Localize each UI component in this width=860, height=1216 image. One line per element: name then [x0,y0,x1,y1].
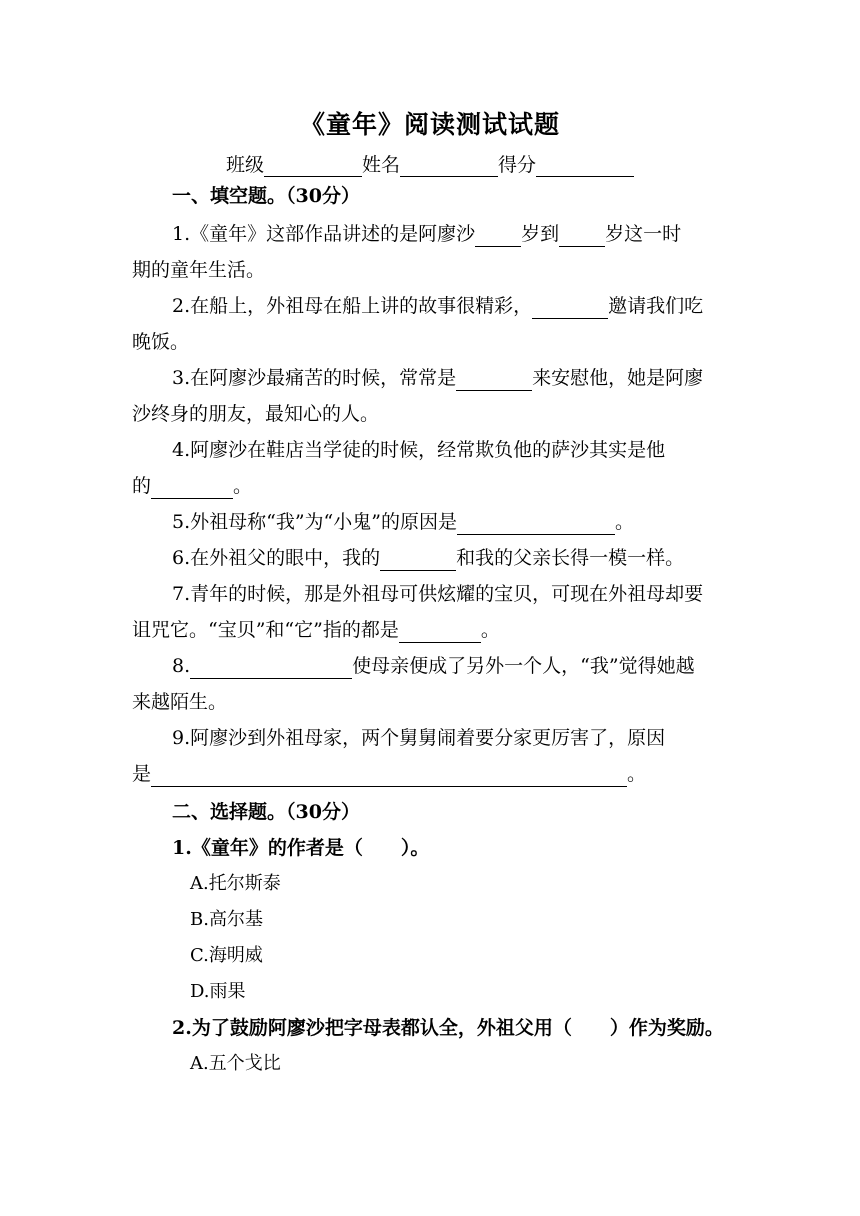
name-label: 姓名 [361,154,400,176]
name-blank[interactable] [400,156,498,177]
q2-text-a: 2.在船上，外祖母在船上讲的故事很精彩， [172,295,533,317]
q1-line1 [172,221,681,247]
q6-text-b: 和我的父亲长得一模一样。 [456,547,685,569]
q9-text-b: 是 [132,763,152,785]
q3-text-a: 3.在阿廖沙最痛苦的时候，常常是 [172,367,457,389]
q1-text-b: 岁到 [521,223,560,245]
mc-q1-stem: 1.《童年》的作者是（ ）。 [172,837,430,859]
q4-text-b: 的 [132,475,152,497]
q6-blank[interactable] [380,550,456,571]
mc-q2-stem: 2.为了鼓励阿廖沙把字母表都认全，外祖父用（ ）作为奖励。 [172,1017,724,1039]
q7-line2 [132,617,500,643]
q2-blank[interactable] [532,298,608,319]
score-blank[interactable] [536,156,634,177]
q4-line2 [132,473,252,499]
mc-q1-option-c[interactable]: C.海明威 [190,945,263,966]
mc-q1-option-a[interactable]: A.托尔斯泰 [190,873,281,894]
q7-blank[interactable] [399,622,481,643]
q8-text-a: 8. [172,655,191,677]
q9-line1: 9.阿廖沙到外祖母家，两个舅舅闹着要分家更厉害了，原因 [172,727,666,749]
q4-text-c: 。 [233,475,253,497]
q3-line2: 沙终身的朋友，最知心的人。 [132,403,380,425]
section-heading-multiple-choice: 二、选择题。（30分） [172,801,360,823]
q1-line2: 期的童年生活。 [132,259,266,281]
q2-line2: 晚饭。 [132,331,190,353]
q9-line2 [132,761,646,787]
q6-line [172,545,684,571]
q8-line2: 来越陌生。 [132,691,228,713]
q5-blank[interactable] [457,514,615,535]
q4-blank[interactable] [151,478,233,499]
q5-text-b: 。 [614,511,634,533]
mc-q2-option-a[interactable]: A.五个戈比 [190,1053,281,1074]
q6-text-a: 6.在外祖父的眼中，我的 [172,547,381,569]
q8-line1 [172,653,695,679]
q9-text-c: 。 [627,763,647,785]
q7-text-c: 。 [480,619,500,641]
q5-line [172,509,634,535]
q1-blank-2[interactable] [559,226,605,247]
mc-q1-option-b[interactable]: B.高尔基 [190,909,263,930]
q5-text-a: 5.外祖母称“我”为“小鬼”的原因是 [172,511,457,533]
q3-line1 [172,365,703,391]
q8-text-b: 使母亲便成了另外一个人，“我”觉得她越 [352,655,695,677]
student-info-line [0,150,860,177]
q7-line1: 7.青年的时候，那是外祖母可供炫耀的宝贝，可现在外祖母却要 [172,583,704,605]
q1-blank-1[interactable] [475,226,521,247]
q3-text-b: 来安慰他，她是阿廖 [532,367,704,389]
q1-text-a: 1.《童年》这部作品讲述的是阿廖沙 [172,223,476,245]
q1-text-c: 岁这一时 [605,223,682,245]
q3-blank[interactable] [456,370,532,391]
score-label: 得分 [498,154,537,176]
q8-blank[interactable] [190,658,352,679]
q7-text-b: 诅咒它。“宝贝”和“它”指的都是 [132,619,399,641]
class-blank[interactable] [264,156,362,177]
q9-blank[interactable] [151,766,627,787]
class-label: 班级 [225,154,264,176]
section-heading-fill-blank: 一、填空题。（30分） [172,185,360,207]
mc-q1-option-d[interactable]: D.雨果 [190,981,246,1002]
q2-line1 [172,293,703,319]
q2-text-b: 邀请我们吃 [608,295,704,317]
page-title: 《童年》阅读测试试题 [299,110,560,139]
q4-line1: 4.阿廖沙在鞋店当学徒的时候，经常欺负他的萨沙其实是他 [172,439,666,461]
